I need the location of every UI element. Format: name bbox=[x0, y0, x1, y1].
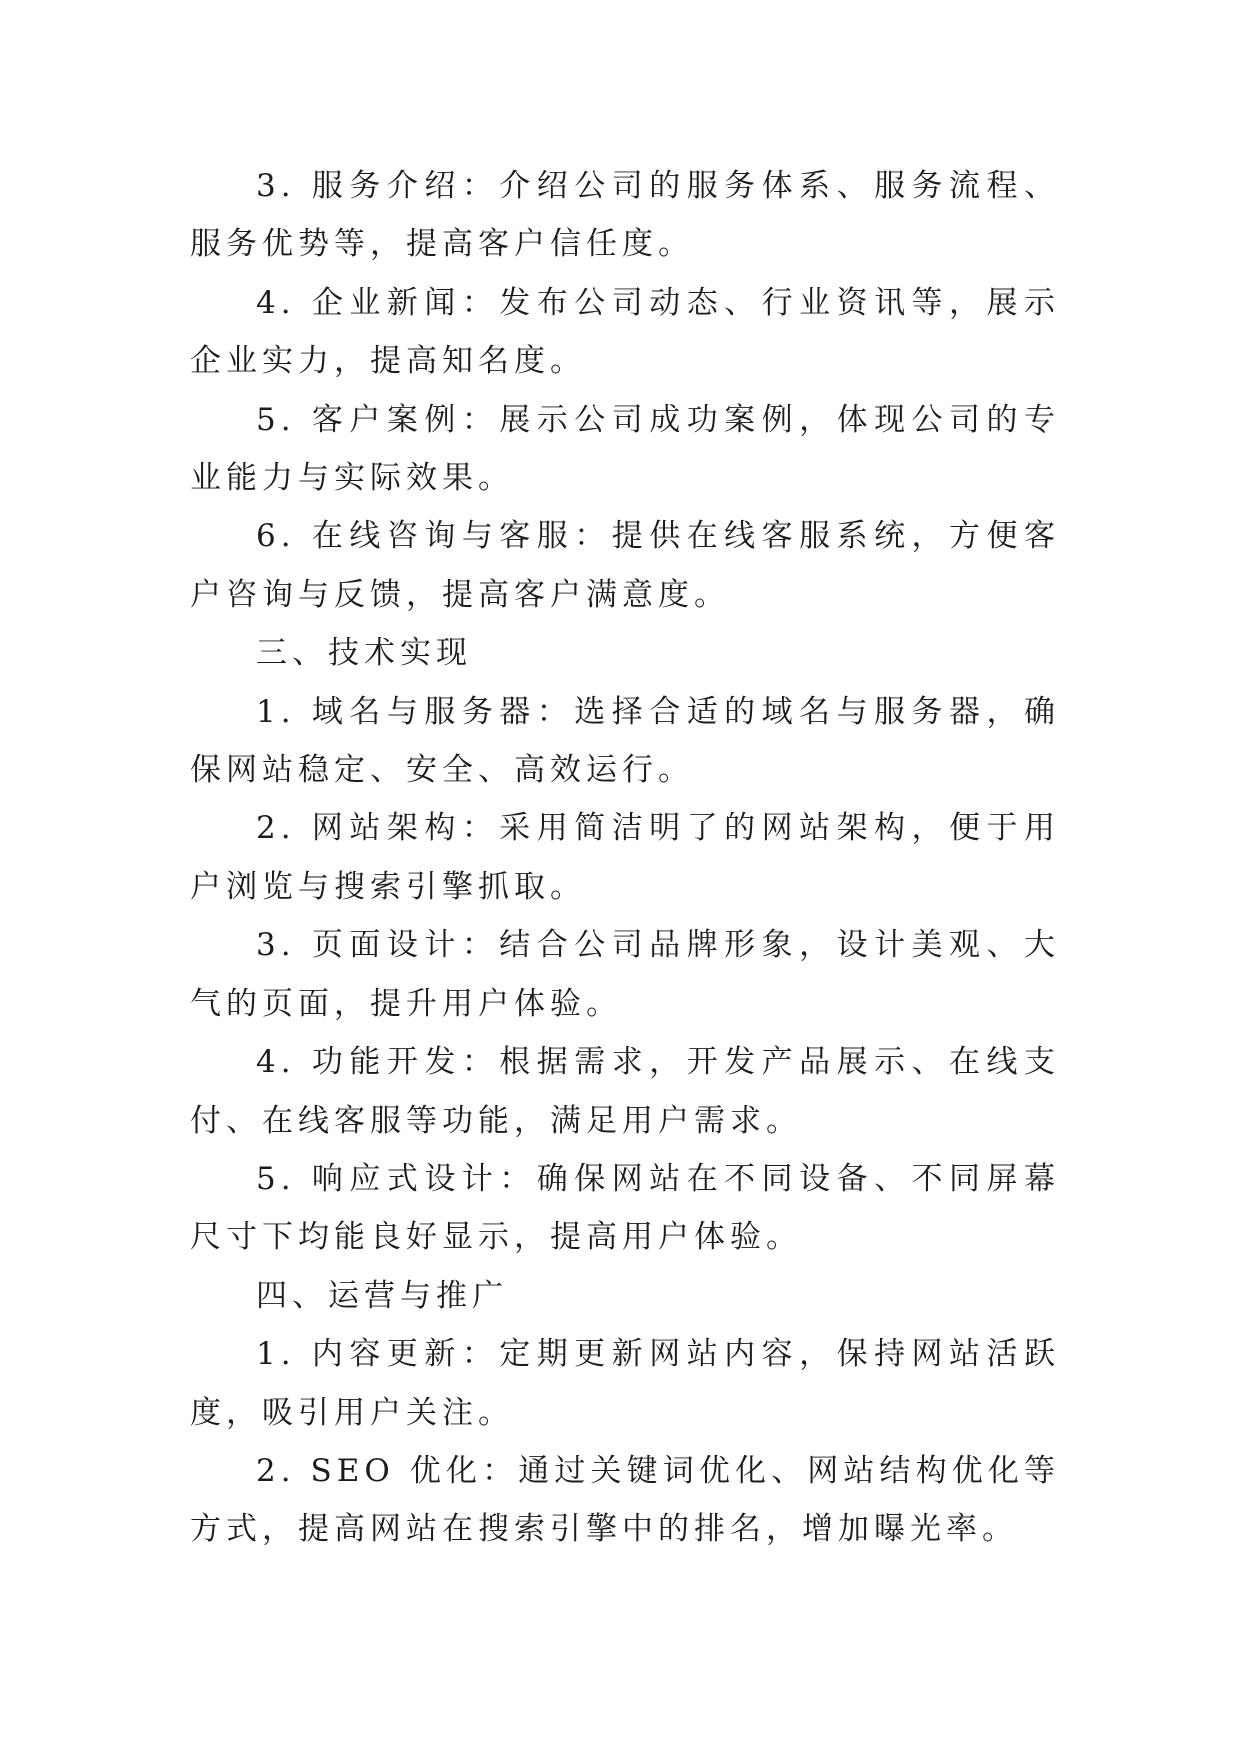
section-heading-operations: 四、运营与推广 bbox=[256, 1277, 508, 1314]
paragraph-domain-server: 1. 域名与服务器：选择合适的域名与服务器，确保网站稳定、安全、高效运行。 bbox=[190, 693, 1060, 789]
paragraph-page-design: 3. 页面设计：结合公司品牌形象，设计美观、大气的页面，提升用户体验。 bbox=[190, 927, 1060, 1022]
paragraph-site-architecture: 2. 网站架构：采用简洁明了的网站架构，便于用户浏览与搜索引擎抓取。 bbox=[190, 810, 1060, 905]
paragraph-responsive-design: 5. 响应式设计：确保网站在不同设备、不同屏幕尺寸下均能良好显示，提高用户体验。 bbox=[190, 1160, 1060, 1256]
paragraph-customer-cases: 5. 客户案例：展示公司成功案例，体现公司的专业能力与实际效果。 bbox=[190, 401, 1060, 497]
paragraph-service-intro: 3. 服务介绍：介绍公司的服务体系、服务流程、服务优势等，提高客户信任度。 bbox=[190, 168, 1060, 263]
paragraph-seo: 2. SEO 优化：通过关键词优化、网站结构优化等方式，提高网站在搜索引擎中的排名，增加曝光率。 bbox=[190, 1452, 1060, 1548]
paragraph-company-news: 4. 企业新闻：发布公司动态、行业资讯等，展示企业实力，提高知名度。 bbox=[190, 284, 1060, 380]
paragraph-content-updates: 1. 内容更新：定期更新网站内容，保持网站活跃度，吸引用户关注。 bbox=[190, 1336, 1060, 1431]
section-heading-tech-implementation: 三、技术实现 bbox=[256, 635, 472, 672]
paragraph-feature-development: 4. 功能开发：根据需求，开发产品展示、在线支付、在线客服等功能，满足用户需求。 bbox=[190, 1044, 1060, 1139]
paragraph-online-consulting: 6. 在线咨询与客服：提供在线客服系统，方便客户咨询与反馈，提高客户满意度。 bbox=[190, 518, 1060, 613]
document-body bbox=[190, 157, 1060, 1559]
